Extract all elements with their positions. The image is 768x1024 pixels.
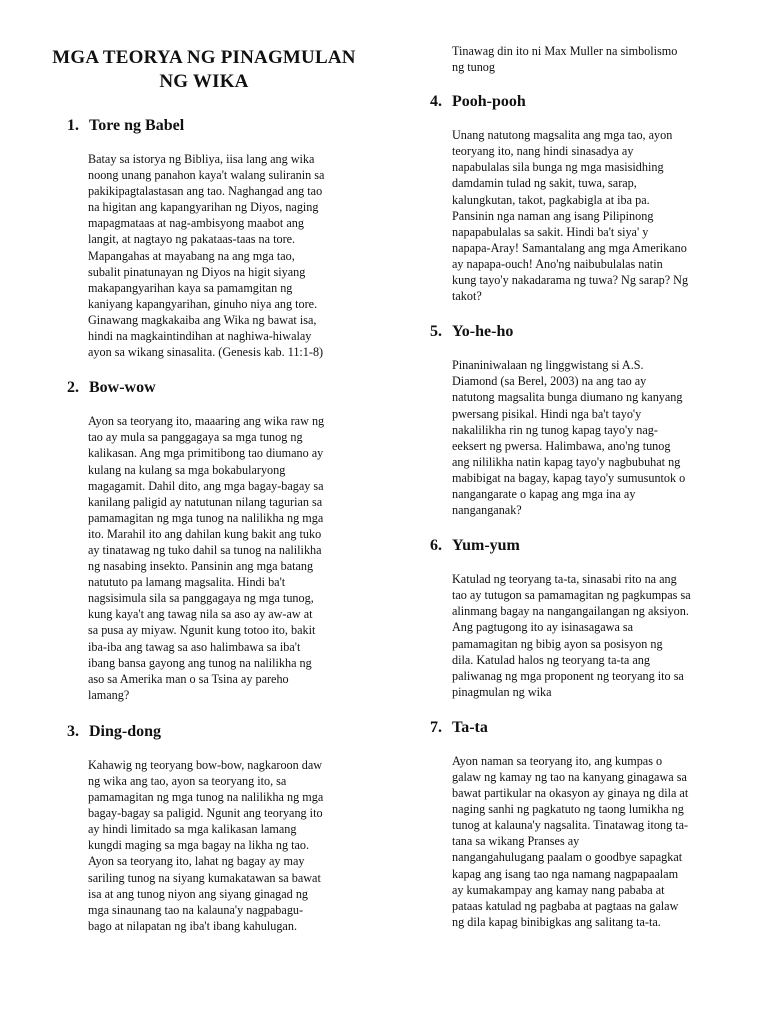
section-1-heading	[40, 116, 368, 136]
section-5-body: Pinaniniwalaan ng linggwistang si A.S. Diamond (sa Berel, 2003) na ang tao ay natutong magsalita bunga diumano ng kanyang pwersang pisikal. Hindi nga ba't tayo'y nakalilikha rin ng tunog kapag tayo'y nag- eeksert ng pwersa. Halimbawa, ano'ng tunog ang nililikha natin kapag tayo'y nagbubuhat ng mabibigat na bagay, kapag tayo'y sumusuntok o nangangarate o kapag ang mga ina ay nanganganak?	[452, 358, 686, 518]
section-title: Bow-wow	[89, 379, 156, 397]
section-6-heading	[416, 536, 728, 556]
section-2-heading	[40, 378, 368, 398]
section-number: 6.	[430, 537, 442, 555]
section-title: Yo-he-ho	[452, 323, 514, 341]
continuation-text: Tinawag din ito ni Max Muller na simbolismo ng tunog	[452, 44, 678, 75]
section-number: 3.	[67, 722, 79, 740]
left-column	[40, 0, 368, 934]
section-4-heading	[416, 92, 728, 112]
right-column	[416, 0, 728, 930]
section-3-body: Kahawig ng teoryang bow-bow, nagkaroon daw ng wika ang tao, ayon sa teoryang ito, sa pamamagitan ng mga tunog na nalilikha ng mga bagay-bagay sa paligid. Ngunit ang teoryang ito ay hindi limitado sa mga kalikasan lamang kungdi maging sa mga bagay na likha ng tao. Ayon sa teoryang ito, lahat ng bagay ay may sariling tunog na siyang kumakatawan sa bawat isa at ang tunog niyon ang siyang ginagad ng mga sinaunang tao na kalauna'y nagpabagu- bago at nilapatan ng iba't ibang kahulugan.	[88, 757, 324, 933]
section-title: Pooh-pooh	[452, 93, 526, 111]
section-number: 2.	[67, 379, 79, 397]
section-number: 5.	[430, 323, 442, 341]
title-line-1: MGA TEORYA NG PINAGMULAN	[52, 47, 356, 68]
section-6-body: Katulad ng teoryang ta-ta, sinasabi rito na ang tao ay tutugon sa pamamagitan ng pagkumpas sa alinmang bagay na nangangailangan ng aksiyon. Ang pagtugong ito ay isinasagawa sa pamamagitan ng bibig ayon sa posisyon ng dila. Katulad halos ng teoryang ta-ta ang paliwanag ng mga proponent ng teoryang ito sa pinagmulan ng wika	[452, 572, 691, 699]
section-3-heading	[40, 722, 368, 742]
section-title: Tore ng Babel	[89, 117, 185, 134]
section-1-body: Batay sa istorya ng Bibliya, iisa lang ang wika noong unang panahon kaya't walang suliranin sa pakikipagtalastasan ang tao. Naghangad ang tao na higitan ang kapangyarihan ng Diyos, naging mapagmataas at nag-ambisyong maabot ang langit, at nagtayo ng pakataas-taas na tore. Mapangahas at mayabang na ang mga tao, subalit pinatunayan ng Diyos na higit siyang makapangyarihan kaya sa pamamgitan ng kaniyang kapangyarihan, ginuho niya ang tore. Ginawang magkakaiba ang Wika ng bawat isa, hindi na magkaintindihan at naghiwa-hiwalay ayon sa wikang sinasalita. (Genesis kab. 11:1-8)	[88, 152, 325, 360]
section-title: Yum-yum	[452, 537, 520, 555]
section-7-body: Ayon naman sa teoryang ito, ang kumpas o galaw ng kamay ng tao na kanyang ginagawa sa bawat partikular na okasyon ay ginaya ng dila at naging sanhi ng pagkatuto ng taong lumikha ng tunog at kalauna'y nagsalita. Tinatawag itong ta- tana sa wikang Pranses ay nangangahulugang paalam o goodbye sapagkat kapag ang isang tao nga namang nagpapaalam ay kumakampay ang kamay nang pababa at pataas katulad ng pagbaba at pagtaas na galaw ng dila kapag binibigkas ang salitang ta-ta.	[452, 753, 689, 929]
section-5-heading	[416, 322, 728, 342]
section-number: 1.	[67, 117, 79, 134]
section-title: Ding-dong	[89, 722, 162, 740]
section-title: Ta-ta	[452, 718, 488, 736]
section-7-heading	[416, 718, 728, 738]
section-number: 4.	[430, 93, 442, 111]
section-number: 7.	[430, 718, 442, 736]
section-2-body: Ayon sa teoryang ito, maaaring ang wika raw ng tao ay mula sa panggagaya sa mga tunog ng kalikasan. Ang mga primitibong tao diumano ay kulang na kulang sa mga bokabularyong magagamit. Dahil dito, ang mga bagay-bagay sa kanilang paligid ay natutunan nilang tagurian sa pamamagitan ng mga tunog na nalilikha ng mga ito. Marahil ito ang dahilan kung bakit ang tuko ay tinatawag ng tuko dahil sa tunog na nalilikha ng nasabing insekto. Pansinin ang mga batang natututo pa lamang magsalita. Hindi ba't nagsisimula sila sa panggagaya ng mga tunog, kung kaya't ang tawag nila sa aso ay aw-aw at sa pusa ay miyaw. Ngunit kung totoo ito, bakit iba-iba ang tawag sa aso halimbawa sa iba't ibang bansa gayong ang tunog na nalilikha ng aso sa Amerika man o sa Tsina ay pareho lamang?	[88, 414, 325, 702]
section-4-body: Unang natutong magsalita ang mga tao, ayon teoryang ito, nang hindi sinasadya ay napabulalas sila bunga ng mga masisidhing damdamin tulad ng sakit, tuwa, sarap, kalungkutan, takot, pagkabigla at iba pa. Pansinin nga naman ang isang Pilipinong napapabulalas sa sakit. Hindi ba't siya' y napapa-Aray! Samantalang ang mga Amerikano ay napapa-ouch! Ano'ng naibubulalas natin kung tayo'y nakadarama ng tuwa? Ng sarap? Ng takot?	[452, 128, 689, 304]
title-line-2: NG WIKA	[159, 71, 249, 92]
document-title	[40, 46, 368, 94]
